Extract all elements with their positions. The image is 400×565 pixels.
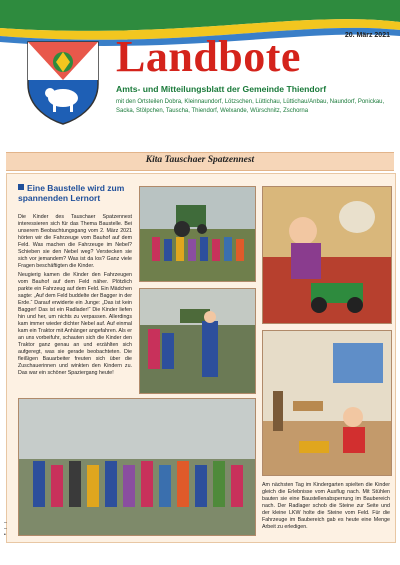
masthead bbox=[0, 0, 400, 148]
article-headline bbox=[18, 183, 128, 203]
margin-mark: – bbox=[4, 526, 7, 532]
margin-marks bbox=[4, 520, 7, 538]
article-headline-text: Eine Baustelle wird zum spannenden Lernort bbox=[18, 183, 125, 203]
margin-mark: – bbox=[4, 520, 7, 526]
photo-tractor-field bbox=[139, 186, 256, 282]
newspaper-subtitle: Amts- und Mitteilungsblatt der Gemeinde Thiendorf bbox=[116, 84, 327, 94]
article-paragraph-3: Am nächsten Tag im Kindergarten spielten die Kinder gleich die Erlebnisse vom Ausflug nach. Mit Stühlen bauten sie eine Baustellenabsperrung im Baubereich nach. Der Radlager schob die Steine zur Seite und der kleine LKW holte die Steine vom Feld. Für die Fahrzeuge im Baubereich gab es heute eine Menge Arbeit zu erledigen. bbox=[262, 482, 390, 530]
issue-date: 20. März 2021 bbox=[344, 32, 390, 39]
places-list: mit den Ortsteilen Dobra, Kleinnaundorf, Lötzschen, Lüttichau, Lüttichau/Anbau, Naundorf, Ponickau, Sacka, Stölpchen, Tauscha, Thiendorf, Welxande, Würschnitz, Zschorna bbox=[116, 99, 385, 114]
newspaper-title: Landbote bbox=[116, 32, 301, 81]
bullet-square-icon bbox=[18, 184, 24, 190]
section-title: Kita Tauschaer Spatzennest bbox=[145, 155, 255, 165]
photo-toy-construction-site bbox=[262, 330, 392, 476]
article-paragraph-2: Neugierig kamen die Kinder den Fahrzeugen vom Bauhof auf dem Feld näher. Plötzlich parkte ein Fahrzeug auf dem Feld. Ein Mädchen sagte: „Auf dem Feld buddelte der Bagger in der Erde.“ Darauf erwiderte ein Junge: „Das ist kein Bagger! Das ist ein Radlader!“ Die Kinder liefen hin und her, um nichts zu verpassen. Allerdings kam immer wieder dichter Nebel auf. Auf einmal kam ein Traktor mit Anhänger angefahren. Als er an uns vorbeifuhr, schauten sich die Kinder den Traktor ganz genau an und erzählten sich aufgeregt, was sie gerade beobachteten. Die fleißigen Bauarbeiter freuten sich über die Zuschauerinnen und winkten den Kindern zu. Das war ein schöner Spaziergang heute! bbox=[18, 272, 132, 376]
article-paragraph-1: Die Kinder des Tauschaer Spatzennest interessieren sich für das Thema Baustelle. Bei unserem Beobachtungsgang vom 2. März 2021 hörten wir die Fahrzeuge vom Bauhof auf dem Feld. Was machen die Fahrzeuge im Nebel? Schieben sie den Nebel weg? Verstecken sie sich vor jemandem? Was ist da los? Ganz viele Fragen beschäftigten die Kinder. bbox=[18, 214, 132, 269]
photo-boy-toy-tractor bbox=[262, 186, 392, 324]
photo-group-fog bbox=[18, 398, 256, 536]
margin-mark: • bbox=[4, 532, 6, 538]
photo-children-walking bbox=[139, 288, 256, 394]
section-band bbox=[6, 152, 394, 171]
municipal-crest-icon bbox=[26, 40, 100, 126]
